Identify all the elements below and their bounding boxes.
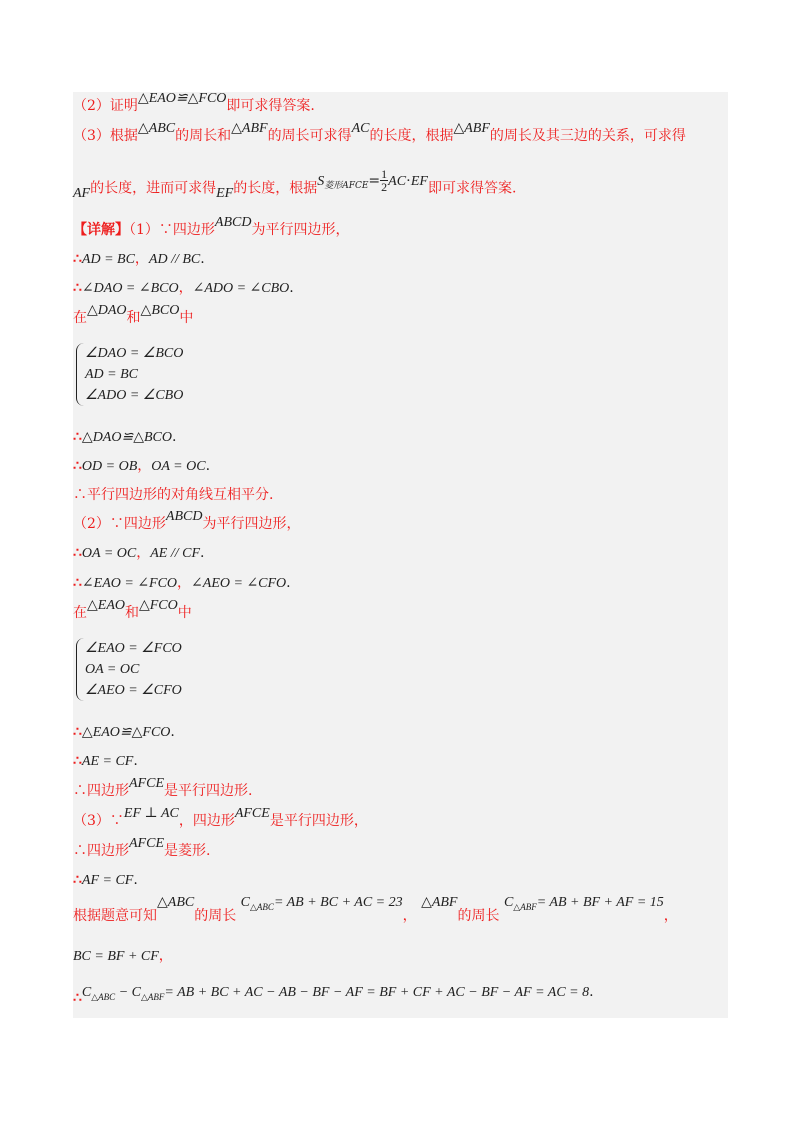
detail-l1: ∴AD = BC，AD // BC. [73,251,205,267]
detail-l3: 在△DAO和△BCO中 [73,303,194,326]
detail-l7: ∴OA = OC，AE // CF. [73,545,205,561]
detail-l2: ∴∠DAO = ∠BCO，∠ADO = ∠CBO. [73,280,294,296]
detail-p3: （3）∵EF ⊥ AC，四边形AFCE是平行四边形， [73,806,368,829]
hint-line-4: AF的长度，进而可求得EF的长度，根据$S_{菱形AFCE}=$ $\frac{1}{2}$ AC⋅EF即可求得答案. [73,167,517,201]
detail-l15: 根据题意可知△ABC的周长 $C_{\triangle ABC}=$ AB + BC + AC = 23， △ABF的周长 $C_{\triangle ABF}=$ AB + BF + AF = 15， [73,895,678,924]
hint-line-3: （3）根据△ABC的周长和△ABF的周长可求得AC的长度，根据△ABF的周长及其三边的关系，可求得 [73,121,686,144]
detail-p1: 【详解】（1）∵四边形ABCD为平行四边形， [73,215,350,238]
detail-l14: ∴AF = CF. [73,872,138,888]
detail-l17: $\therefore C_{\triangle ABC} - C_{\triangle ABF}=$ AB + BC + AC − AB − BF − AF = BF + CF + AC − BF − AF = AC = 8. [73,984,594,1006]
fraction-half: $\frac{1}{2}$ [381,167,388,194]
detail-l10: ∴△EAO≌△FCO. [73,724,175,740]
detail-l6: ∴平行四边形的对角线互相平分. [73,487,274,503]
detail-l13: ∴四边形AFCE是菱形. [73,836,211,859]
detail-l16: BC = BF + CF， [73,948,173,964]
system-2: ∠EAO = ∠FCO OA = OC ∠AEO = ∠CFO [76,638,182,701]
detail-l8: ∴∠EAO = ∠FCO，∠AEO = ∠CFO. [73,575,291,591]
detail-p2: （2）∵四边形ABCD为平行四边形， [73,509,301,532]
detail-l5: ∴OD = OB，OA = OC. [73,458,211,474]
system-1: ∠DAO = ∠BCO AD = BC ∠ADO = ∠CBO [76,343,183,406]
detail-l12: ∴四边形AFCE是平行四边形. [73,776,253,799]
detail-l4: ∴△DAO≌△BCO. [73,429,177,445]
hint-line-2: （2）证明△EAO≌△FCO即可求得答案. [73,91,315,114]
detail-l11: ∴AE = CF. [73,753,138,769]
detail-l9: 在△EAO和△FCO中 [73,598,192,621]
